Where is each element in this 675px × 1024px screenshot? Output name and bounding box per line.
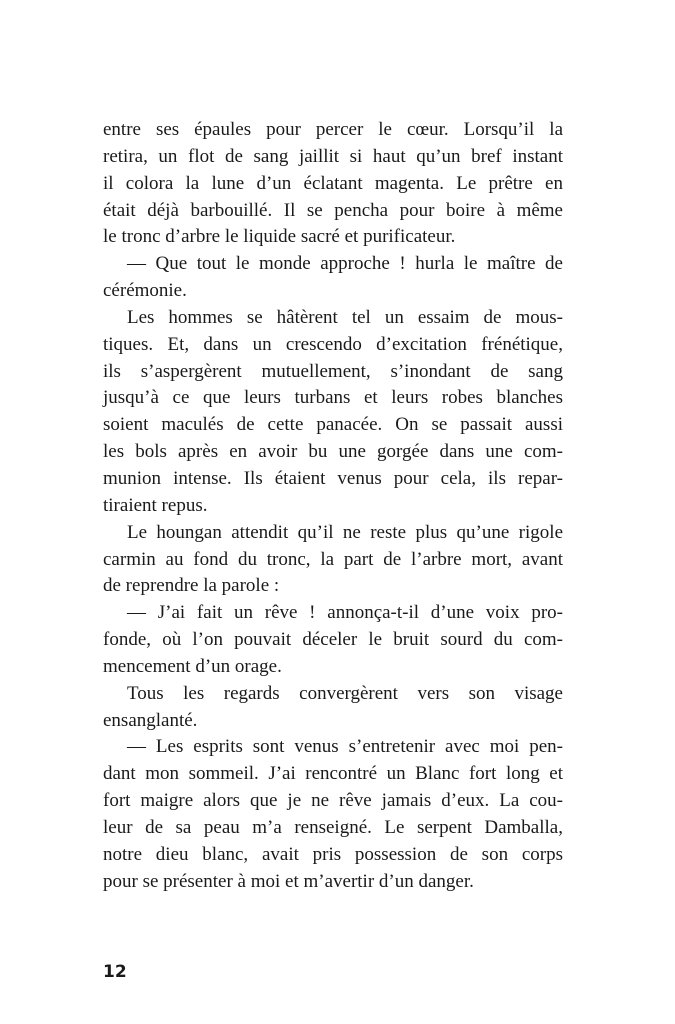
page-number: 12 — [103, 962, 127, 982]
text-line: mencement d’un orage. — [103, 655, 282, 677]
text-line: les bols après en avoir bu une gorgée dans une com- — [103, 441, 563, 463]
text-line: carmin au fond du tronc, la part de l’arbre mort, avant — [103, 548, 563, 570]
text-line: soient maculés de cette panacée. On se passait aussi — [103, 414, 563, 436]
text-line: Le houngan attendit qu’il ne reste plus qu’une rigole — [127, 521, 563, 543]
text-line: — J’ai fait un rêve ! annonça-t-il d’une voix pro- — [127, 602, 563, 624]
page-body — [103, 117, 563, 895]
text-line: fonde, où l’on pouvait déceler le bruit sourd du com- — [103, 629, 563, 651]
text-line: dant mon sommeil. J’ai rencontré un Blanc fort long et — [103, 763, 563, 785]
text-line: notre dieu blanc, avait pris possession de son corps — [103, 843, 563, 865]
text-line: pour se présenter à moi et m’avertir d’un danger. — [103, 870, 474, 892]
text-line: tiques. Et, dans un crescendo d’excitation frénétique, — [103, 333, 563, 355]
text-line: ensanglanté. — [103, 709, 198, 731]
text-line: Les hommes se hâtèrent tel un essaim de mous- — [127, 306, 563, 328]
text-line: jusqu’à ce que leurs turbans et leurs robes blanches — [103, 387, 563, 409]
text-line: Tous les regards convergèrent vers son visage — [127, 682, 563, 704]
text-line: ils s’aspergèrent mutuellement, s’inondant de sang — [103, 360, 563, 382]
text-line: — Les esprits sont venus s’entretenir avec moi pen- — [127, 736, 563, 758]
text-line: il colora la lune d’un éclatant magenta. Le prêtre en — [103, 172, 563, 194]
text-line: tiraient repus. — [103, 494, 208, 516]
text-line: de reprendre la parole : — [103, 575, 280, 597]
text-line: — Que tout le monde approche ! hurla le maître de — [127, 253, 563, 275]
text-line: fort maigre alors que je ne rêve jamais d’eux. La cou- — [103, 790, 563, 812]
text-line: retira, un flot de sang jaillit si haut qu’un bref instant — [103, 145, 563, 167]
text-line: leur de sa peau m’a renseigné. Le serpent Damballa, — [103, 816, 563, 838]
text-line: entre ses épaules pour percer le cœur. Lorsqu’il la — [103, 119, 563, 140]
text-line: le tronc d’arbre le liquide sacré et purificateur. — [103, 226, 456, 248]
text-line: cérémonie. — [103, 280, 187, 302]
text-line: munion intense. Ils étaient venus pour cela, ils repar- — [103, 467, 563, 489]
text-line: était déjà barbouillé. Il se pencha pour boire à même — [103, 199, 563, 221]
